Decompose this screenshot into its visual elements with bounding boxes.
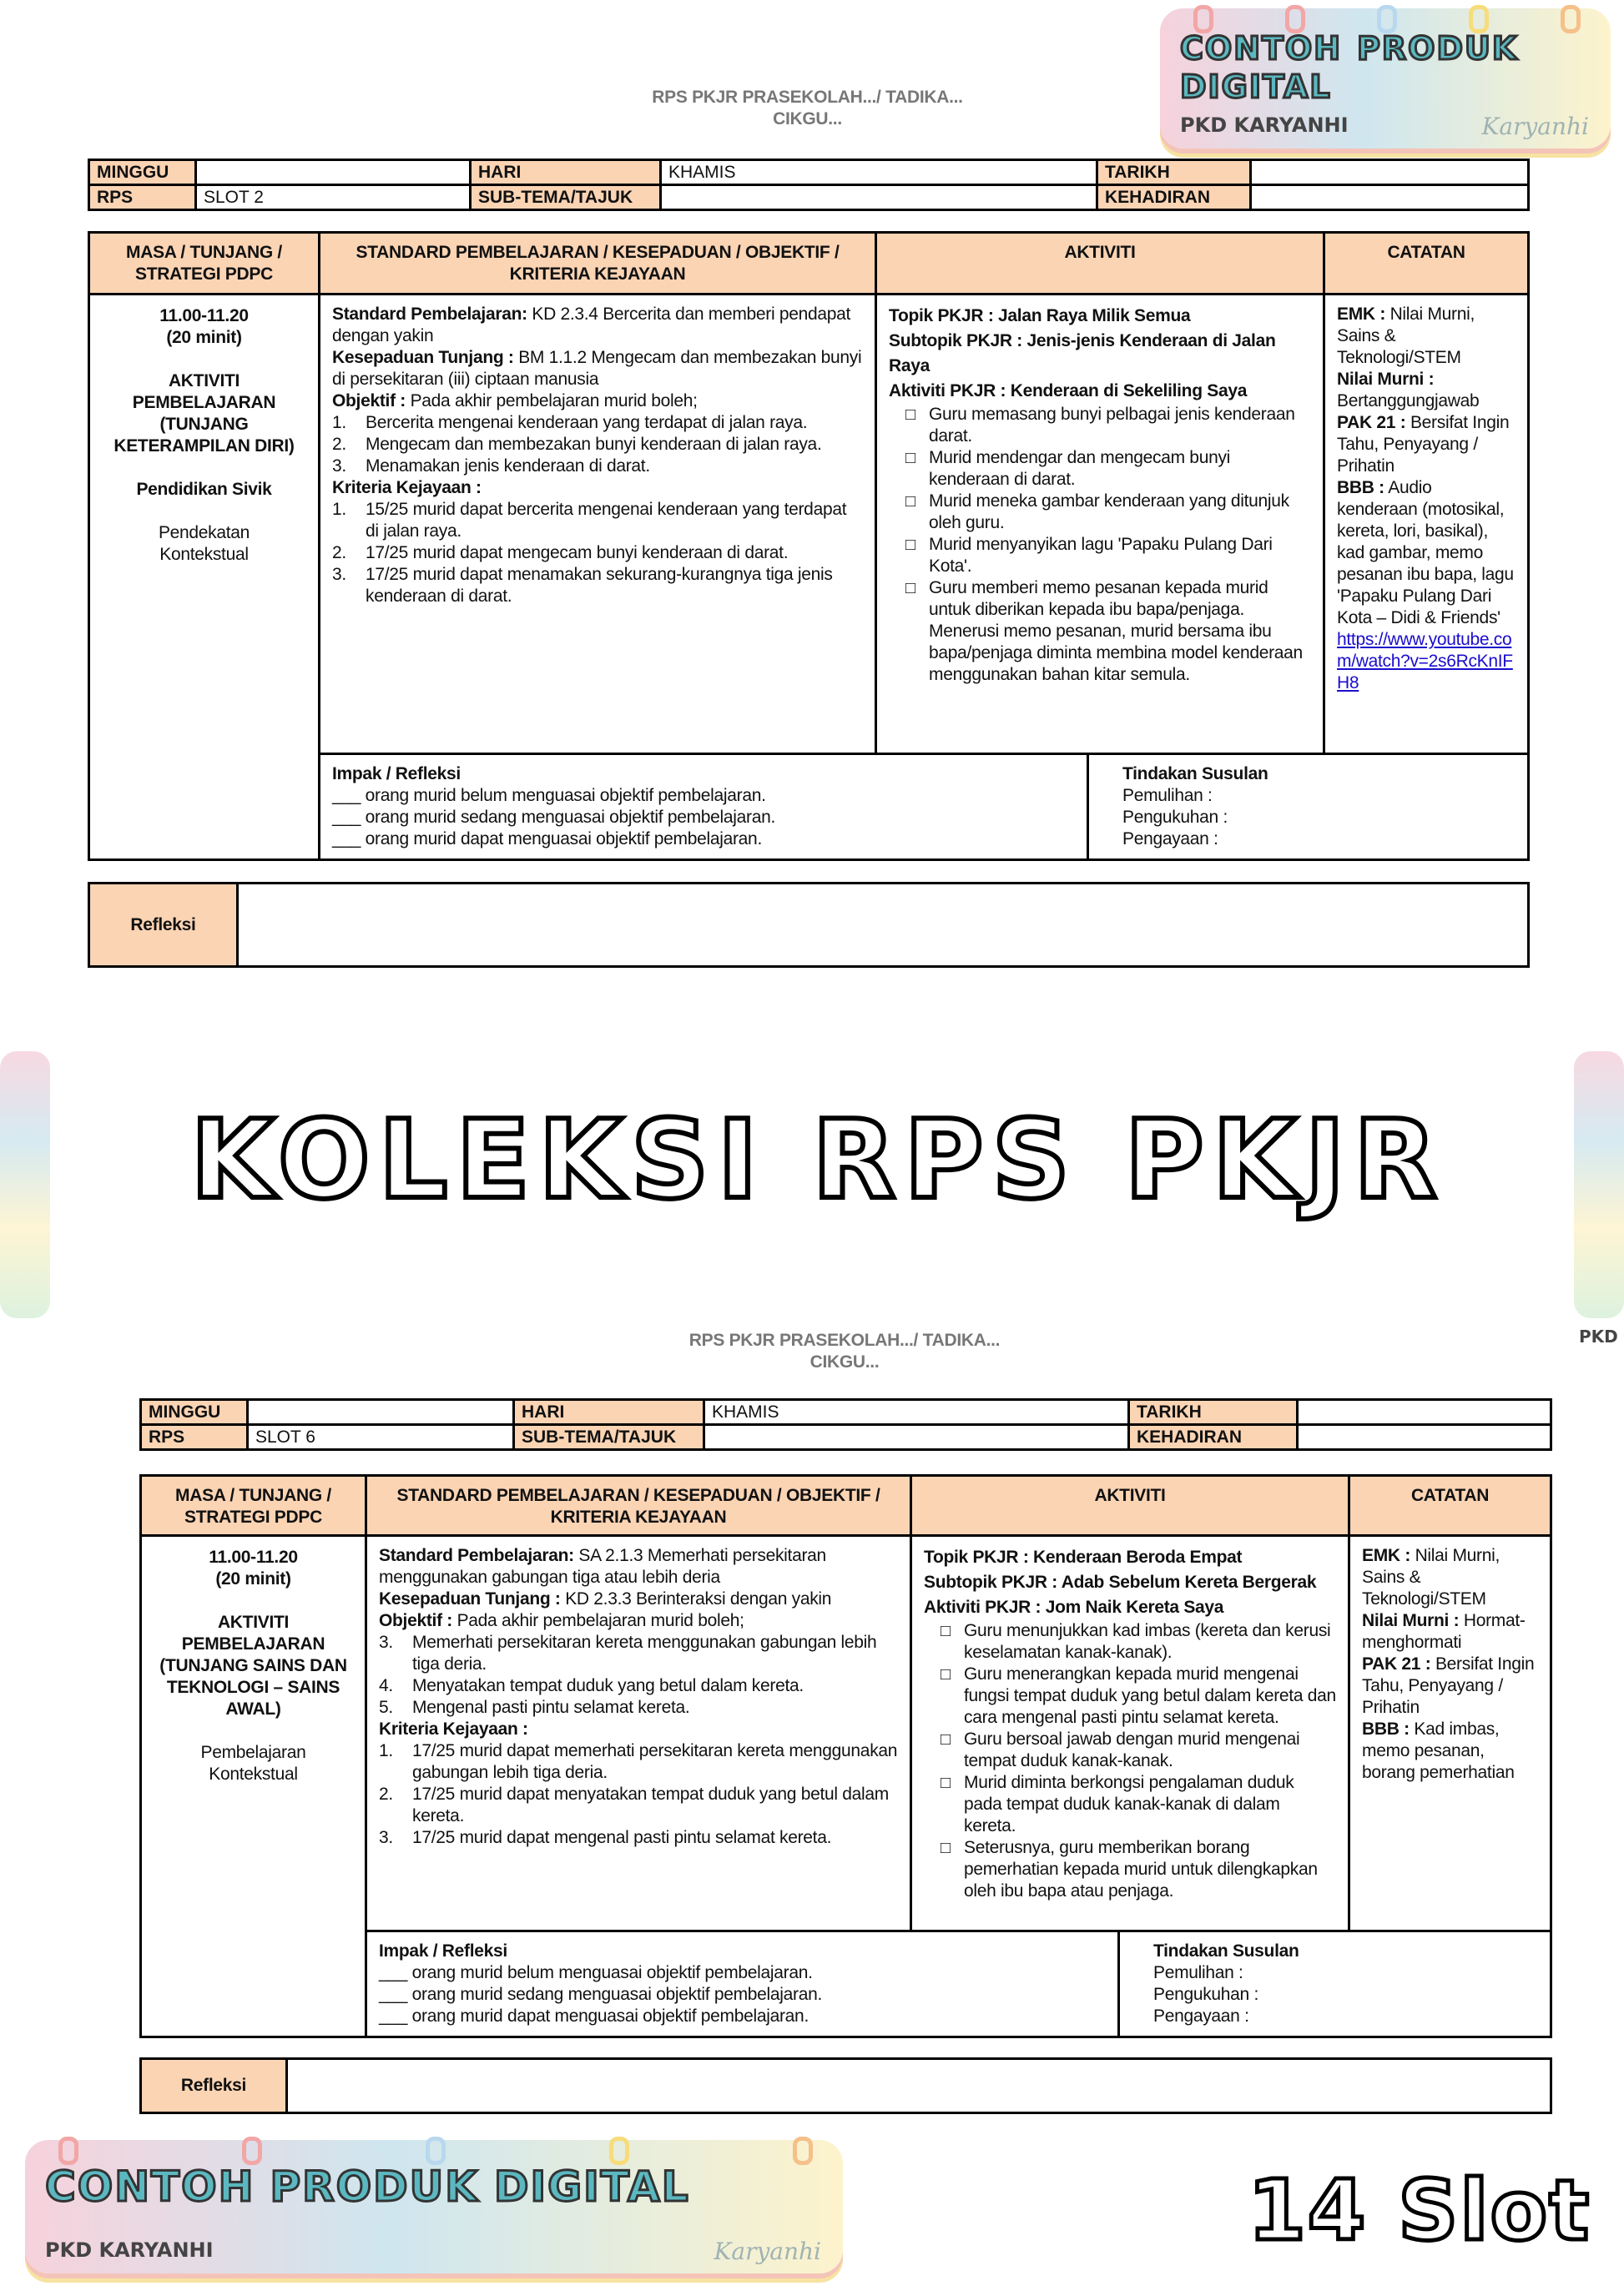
info-row — [89, 185, 1529, 210]
column-header-catatan: CATATAN — [1349, 1476, 1551, 1536]
spacer — [95, 457, 313, 479]
approach-line: Kontekstual — [209, 1765, 298, 1784]
tunjang: AKTIVITI PEMBELAJARAN (TUNJANG SAINS DAN TEKNOLOGI – SAINS AWAL) — [159, 1613, 347, 1719]
catatan-item — [1337, 412, 1516, 477]
ring-icon — [793, 2137, 813, 2165]
info-hari-value[interactable]: KHAMIS — [704, 1400, 1129, 1425]
column-masa — [141, 1536, 366, 2037]
kriteria-kejayaan-label: Kriteria Kejayaan : — [379, 1719, 528, 1739]
watermark-brand: PKD KARYANHI — [1180, 113, 1349, 137]
objective-item — [379, 1632, 898, 1675]
teacher-name: CIKGU... — [773, 109, 842, 128]
watermark-signature: Karyanhi — [1481, 113, 1589, 140]
tindakan-line: Pemulihan : — [1153, 1963, 1243, 1982]
info-slot-value[interactable]: SLOT 6 — [248, 1425, 514, 1450]
watermark-line3: DIGITAL — [494, 2163, 690, 2211]
tindakan-title: Tindakan Susulan — [1153, 1941, 1299, 1961]
tindakan-line: Pengayaan : — [1153, 2006, 1249, 2026]
refleksi-row — [141, 2059, 1551, 2113]
checkbox-bullet-icon: □ — [941, 1665, 951, 1684]
watermark-line2: PRODUK — [1357, 30, 1519, 67]
objective-number: 4. — [379, 1676, 393, 1695]
activity-step — [924, 1729, 1336, 1772]
catatan-text: Nilai Murni, Sains & Teknologi/STEM — [1362, 1546, 1500, 1609]
catatan-label: Nilai Murni : — [1337, 370, 1435, 389]
refleksi-table — [139, 2057, 1552, 2114]
column-standard — [320, 295, 876, 754]
objective-text: Mengecam dan membezakan bunyi kenderaan di jalan raya. — [366, 435, 822, 454]
catatan-item — [1337, 369, 1516, 412]
spacer — [95, 501, 313, 522]
catatan-item — [1337, 477, 1516, 629]
info-empty-field[interactable] — [196, 160, 471, 185]
criteria-text: 15/25 murid dapat bercerita mengenai kenderaan yang terdapat di jalan raya. — [366, 500, 847, 541]
banner-title: KOLEKSI RPS PKJR — [190, 1096, 1445, 1223]
column-aktiviti — [911, 1536, 1349, 1931]
info-hari-label: HARI — [514, 1400, 704, 1425]
watermark-words — [45, 2162, 705, 2212]
ring-icon — [1377, 5, 1397, 33]
edge-notebook-left — [0, 1051, 50, 1318]
info-kehadiran-label: KEHADIRAN — [1129, 1425, 1298, 1450]
checkbox-bullet-icon: □ — [905, 405, 915, 424]
objective-number: 3. — [332, 456, 346, 476]
catatan-label: EMK : — [1362, 1546, 1411, 1565]
checkbox-bullet-icon: □ — [941, 1839, 951, 1857]
activity-step-text: Guru memberi memo pesanan kepada murid untuk diberikan kepada ibu bapa/penjaga. Menerusi memo pesanan, murid bersama ibu bapa/penjaga diminta membina model kenderaan menggunakan bahan kitar semula. — [929, 578, 1303, 684]
teacher-name: CIKGU... — [809, 1352, 880, 1372]
activity-step-text: Guru bersoal jawab dengan murid mengenai tempat duduk kanak-kanak. — [964, 1730, 1300, 1770]
info-table — [88, 159, 1530, 211]
ring-icon — [1561, 5, 1581, 33]
info-minggu-label: MINGGU — [141, 1400, 248, 1425]
info-row — [141, 1425, 1551, 1450]
info-slot-value[interactable]: SLOT 2 — [196, 185, 471, 210]
column-header-aktiviti: AKTIVITI — [876, 233, 1324, 295]
kesepaduan-tunjang-text: KD 2.3.3 Berinteraksi dengan yakin — [565, 1589, 832, 1609]
kriteria-kejayaan-label: Kriteria Kejayaan : — [332, 478, 482, 497]
objective-text: Menamakan jenis kenderaan di darat. — [366, 456, 650, 476]
column-catatan — [1324, 295, 1529, 754]
info-row — [141, 1400, 1551, 1425]
criteria-number: 3. — [379, 1828, 393, 1847]
criteria-item — [332, 499, 863, 542]
lesson-table — [88, 231, 1530, 861]
watermark-notebook — [1160, 8, 1611, 149]
objective-item — [379, 1675, 898, 1697]
objective-item — [332, 412, 863, 434]
info-empty-field[interactable] — [1251, 185, 1529, 210]
criteria-number: 1. — [332, 500, 346, 519]
topik-pkjr: Topik PKJR : Jalan Raya Milik Semua — [889, 306, 1191, 325]
catatan-label: Nilai Murni : — [1362, 1611, 1460, 1630]
subtopik-pkjr: Subtopik PKJR : Jenis-jenis Kenderaan di Jalan Raya — [889, 331, 1276, 375]
ring-icon — [1193, 5, 1213, 33]
catatan-label: BBB : — [1337, 478, 1384, 497]
tindakan-susulan — [1119, 1931, 1551, 2037]
column-masa — [89, 295, 320, 860]
duration: (20 minit) — [166, 328, 242, 347]
approach-line: Pembelajaran — [200, 1743, 306, 1762]
impak-line: ___ orang murid belum menguasai objektif pembelajaran. — [332, 786, 766, 805]
checkbox-bullet-icon: □ — [941, 1622, 951, 1640]
activity-step — [889, 534, 1311, 577]
objective-text: Bercerita mengenai kenderaan yang terdapat di jalan raya. — [366, 413, 808, 432]
info-rps-label: RPS — [141, 1425, 248, 1450]
watermark-notebook — [25, 2140, 843, 2273]
refleksi-table — [88, 882, 1530, 968]
objektif-label: Objektif : — [379, 1611, 453, 1630]
activity-step — [924, 1664, 1336, 1729]
objective-text: Memerhati persekitaran kereta menggunakan gabungan lebih tiga deria. — [412, 1633, 877, 1674]
catatan-item — [1362, 1719, 1538, 1784]
tindakan-susulan — [1088, 754, 1529, 860]
activity-step — [889, 577, 1311, 686]
info-hari-value[interactable]: KHAMIS — [661, 160, 1097, 185]
activity-step-text: Murid menyanyikan lagu 'Papaku Pulang Dari Kota'. — [929, 535, 1273, 576]
checkbox-bullet-icon: □ — [941, 1774, 951, 1792]
objective-number: 3. — [379, 1633, 393, 1652]
impak-refleksi — [320, 754, 1088, 860]
info-tarikh-label: TARIKH — [1097, 160, 1251, 185]
tindakan-line: Pengayaan : — [1122, 829, 1218, 848]
info-rps-label: RPS — [89, 185, 196, 210]
catatan-text: Audio kenderaan (motosikal, kereta, lori, basikal), kad gambar, memo pesanan ibu bapa, lagu 'Papaku Pulang Dari Kota – Didi & Friends' — [1337, 478, 1514, 627]
column-header-standard: STANDARD PEMBELAJARAN / KESEPADUAN / OBJEKTIF / KRITERIA KEJAYAAN — [366, 1476, 911, 1536]
spacer — [147, 1590, 360, 1612]
watermark-line3: DIGITAL — [1180, 68, 1332, 105]
lesson-plan-body — [88, 231, 1527, 968]
body-row — [141, 1536, 1551, 1931]
criteria-text: 17/25 murid dapat menamakan sekurang-kurangnya tiga jenis kenderaan di darat. — [366, 565, 833, 606]
column-aktiviti — [876, 295, 1324, 754]
standard-pembelajaran-label: Standard Pembelajaran: — [379, 1546, 574, 1565]
objective-item — [379, 1697, 898, 1719]
catatan-text: Hormat-menghormati — [1362, 1611, 1526, 1652]
criteria-item — [379, 1827, 898, 1849]
standard-pembelajaran-text: SA 2.1.3 Memerhati persekitaran menggunakan gabungan tiga atau lebih deria — [379, 1546, 826, 1587]
info-hari-label: HARI — [471, 160, 661, 185]
column-header-aktiviti: AKTIVITI — [911, 1476, 1349, 1536]
refleksi-label: Refleksi — [89, 884, 238, 967]
approach-line: Kontekstual — [159, 545, 249, 564]
impak-line: ___ orang murid belum menguasai objektif pembelajaran. — [379, 1963, 813, 1982]
ring-icon — [1469, 5, 1489, 33]
watermark-signature: Karyanhi — [714, 2238, 821, 2265]
kesepaduan-tunjang — [332, 347, 863, 390]
catatan-item — [1337, 304, 1516, 369]
criteria-text: 17/25 murid dapat mengenal pasti pintu selamat kereta. — [412, 1828, 832, 1847]
criteria-item — [379, 1740, 898, 1784]
ring-icon — [609, 2137, 629, 2165]
document-title: RPS PKJR PRASEKOLAH.../ TADIKA... — [652, 88, 963, 107]
tunjang: AKTIVITI PEMBELAJARAN (TUNJANG KETERAMPILAN DIRI) — [113, 371, 295, 456]
time-slot: 11.00-11.20 — [209, 1548, 298, 1567]
ring-icon — [1285, 5, 1305, 33]
criteria-number: 3. — [332, 565, 346, 584]
aktiviti-pkjr: Aktiviti PKJR : Jom Naik Kereta Saya — [924, 1598, 1224, 1617]
duration: (20 minit) — [215, 1569, 291, 1589]
activity-step-text: Guru memasang bunyi pelbagai jenis kenderaan darat. — [929, 405, 1295, 446]
column-header-standard: STANDARD PEMBELAJARAN / KESEPADUAN / OBJEKTIF / KRITERIA KEJAYAAN — [320, 233, 876, 295]
ring-icon — [242, 2137, 262, 2165]
info-empty-field[interactable] — [248, 1400, 514, 1425]
tindakan-title: Tindakan Susulan — [1122, 764, 1268, 783]
refleksi-row — [89, 884, 1529, 967]
standard-pembelajaran — [379, 1545, 898, 1589]
checkbox-bullet-icon: □ — [905, 492, 915, 511]
column-header-masa: MASA / TUNJANG / STRATEGI PDPC — [141, 1476, 366, 1536]
catatan-item — [1362, 1654, 1538, 1719]
document-title: RPS PKJR PRASEKOLAH.../ TADIKA... — [688, 1331, 1001, 1350]
checkbox-bullet-icon: □ — [941, 1730, 951, 1749]
catatan-label: PAK 21 : — [1337, 413, 1406, 432]
catatan-text: Bersifat Ingin Tahu, Penyayang / Prihatin — [1337, 413, 1510, 476]
watermark-line2: PRODUK — [270, 2163, 480, 2211]
lesson-plan-body — [139, 1474, 1550, 2114]
topik-pkjr: Topik PKJR : Kenderaan Beroda Empat — [924, 1548, 1243, 1567]
spacer — [95, 349, 313, 370]
edge-notebook-right — [1574, 1051, 1624, 1318]
checkbox-bullet-icon: □ — [905, 536, 915, 554]
info-subtema-label: SUB-TEMA/TAJUK — [471, 185, 661, 210]
activity-step — [924, 1837, 1336, 1902]
refleksi-label: Refleksi — [141, 2059, 287, 2113]
watermark-line1: CONTOH — [1180, 30, 1343, 67]
info-empty-field[interactable] — [1298, 1425, 1551, 1450]
activity-step — [889, 404, 1311, 447]
info-empty-field[interactable] — [1251, 160, 1529, 185]
catatan-text: Bersifat Ingin Tahu, Penyayang / Prihatin — [1362, 1654, 1535, 1717]
kesepaduan-tunjang-text: BM 1.1.2 Mengecam dan membezakan bunyi di persekitaran (iii) ciptaan manusia — [332, 348, 862, 389]
spacer — [147, 1720, 360, 1742]
column-header-catatan: CATATAN — [1324, 233, 1529, 295]
info-tarikh-label: TARIKH — [1129, 1400, 1298, 1425]
checkbox-bullet-icon: □ — [905, 449, 915, 467]
catatan-text: Bertanggungjawab — [1337, 391, 1480, 410]
approach-line: Pendekatan — [158, 523, 250, 542]
activity-step-text: Seterusnya, guru memberikan borang pemerhatian kepada murid untuk dilengkapkan oleh ibu bapa atau penjaga. — [964, 1838, 1318, 1901]
kesepaduan-tunjang — [379, 1589, 898, 1610]
criteria-number: 2. — [332, 543, 346, 562]
objective-item — [332, 456, 863, 477]
activity-step — [924, 1620, 1336, 1664]
activity-step-text: Murid diminta berkongsi pengalaman duduk pada tempat duduk kanak-kanak di dalam kereta. — [964, 1773, 1294, 1835]
catatan-label: EMK : — [1337, 305, 1386, 324]
info-row — [89, 160, 1529, 185]
standard-pembelajaran-label: Standard Pembelajaran: — [332, 305, 527, 324]
objektif-text: Pada akhir pembelajaran murid boleh; — [410, 391, 698, 410]
catatan-label: BBB : — [1362, 1719, 1410, 1739]
impak-title: Impak / Refleksi — [379, 1941, 507, 1961]
criteria-text: 17/25 murid dapat memerhati persekitaran kereta menggunakan gabungan lebih tiga deria. — [412, 1741, 898, 1782]
criteria-item — [332, 542, 863, 564]
column-standard — [366, 1536, 911, 1931]
activity-step-text: Murid meneka gambar kenderaan yang ditunjuk oleh guru. — [929, 491, 1289, 532]
criteria-item — [332, 564, 863, 607]
header-row — [141, 1476, 1551, 1536]
objective-text: Mengenal pasti pintu selamat kereta. — [412, 1698, 690, 1717]
aktiviti-pkjr: Aktiviti PKJR : Kenderaan di Sekeliling Saya — [889, 381, 1248, 400]
standard-pembelajaran — [332, 304, 863, 347]
catatan-label: PAK 21 : — [1362, 1654, 1431, 1674]
criteria-number: 1. — [379, 1741, 393, 1760]
impak-line: ___ orang murid sedang menguasai objektif pembelajaran. — [379, 1985, 823, 2004]
objective-number: 2. — [332, 435, 346, 454]
subject: Pendidikan Sivik — [136, 480, 272, 499]
column-catatan — [1349, 1536, 1551, 1931]
time-slot: 11.00-11.20 — [159, 306, 249, 325]
tindakan-line: Pemulihan : — [1122, 786, 1213, 805]
info-empty-field[interactable] — [661, 185, 1097, 210]
impak-line: ___ orang murid dapat menguasai objektif pembelajaran. — [332, 829, 762, 848]
column-header-masa: MASA / TUNJANG / STRATEGI PDPC — [89, 233, 320, 295]
activity-step — [889, 491, 1311, 534]
objective-number: 5. — [379, 1698, 393, 1717]
tindakan-line: Pengukuhan : — [1153, 1985, 1259, 2004]
impak-line: ___ orang murid sedang menguasai objektif pembelajaran. — [332, 808, 776, 827]
slot-count-label: 14 Slot — [1248, 2162, 1591, 2259]
info-kehadiran-label: KEHADIRAN — [1097, 185, 1251, 210]
catatan-item — [1362, 1545, 1538, 1610]
impak-line: ___ orang murid dapat menguasai objektif pembelajaran. — [379, 2006, 809, 2026]
catatan-text: Kad imbas, memo pesanan, borang pemerhatian — [1362, 1719, 1515, 1782]
criteria-text: 17/25 murid dapat mengecam bunyi kenderaan di darat. — [366, 543, 789, 562]
info-empty-field[interactable] — [1298, 1400, 1551, 1425]
objektif-label: Objektif : — [332, 391, 406, 410]
document-header — [139, 1330, 1550, 1373]
kesepaduan-tunjang-label: Kesepaduan Tunjang : — [332, 348, 514, 367]
objective-item — [332, 434, 863, 456]
info-empty-field[interactable] — [704, 1425, 1129, 1450]
impak-title: Impak / Refleksi — [332, 764, 461, 783]
objective-number: 1. — [332, 413, 346, 432]
kesepaduan-tunjang-label: Kesepaduan Tunjang : — [379, 1589, 561, 1609]
impak-refleksi — [366, 1931, 1119, 2037]
info-table — [139, 1398, 1552, 1451]
info-subtema-label: SUB-TEMA/TAJUK — [514, 1425, 704, 1450]
objektif — [379, 1610, 898, 1632]
objective-text: Menyatakan tempat duduk yang betul dalam kereta. — [412, 1676, 804, 1695]
edge-brand: PKD — [1579, 1327, 1618, 1347]
info-minggu-label: MINGGU — [89, 160, 196, 185]
catatan-text: Nilai Murni, Sains & Teknologi/STEM — [1337, 305, 1475, 367]
activity-step — [889, 447, 1311, 491]
criteria-number: 2. — [379, 1785, 393, 1804]
ring-icon — [426, 2137, 446, 2165]
watermark-words — [1180, 30, 1533, 106]
objektif — [332, 390, 863, 412]
activity-step-text: Guru menunjukkan kad imbas (kereta dan kerusi keselamatan kanak-kanak). — [964, 1621, 1331, 1662]
criteria-text: 17/25 murid dapat menyatakan tempat duduk yang betul dalam kereta. — [412, 1785, 889, 1825]
checkbox-bullet-icon: □ — [905, 579, 915, 597]
activity-step-text: Guru menerangkan kepada murid mengenai fungsi tempat duduk yang betul dalam kereta dan cara mengenal pasti pintu selamat kereta. — [964, 1664, 1336, 1727]
catatan-item — [1362, 1610, 1538, 1654]
header-row — [89, 233, 1529, 295]
standard-pembelajaran-text: KD 2.3.4 Bercerita dan memberi pendapat dengan yakin — [332, 305, 851, 345]
ring-icon — [58, 2137, 78, 2165]
body-row — [89, 295, 1529, 754]
watermark-brand: PKD KARYANHI — [45, 2238, 214, 2262]
tindakan-line: Pengukuhan : — [1122, 808, 1228, 827]
refleksi-field[interactable] — [287, 2059, 1551, 2113]
activity-step-text: Murid mendengar dan mengecam bunyi kenderaan di darat. — [929, 448, 1231, 489]
lesson-table — [139, 1474, 1552, 2038]
criteria-item — [379, 1784, 898, 1827]
watermark-line1: CONTOH — [45, 2163, 255, 2211]
refleksi-field[interactable] — [238, 884, 1529, 967]
youtube-link[interactable]: https://www.youtube.com/watch?v=2s6RcKnIFH8 — [1337, 630, 1513, 692]
subtopik-pkjr: Subtopik PKJR : Adab Sebelum Kereta Bergerak — [924, 1573, 1317, 1592]
objektif-text: Pada akhir pembelajaran murid boleh; — [456, 1611, 744, 1630]
activity-step — [924, 1772, 1336, 1837]
